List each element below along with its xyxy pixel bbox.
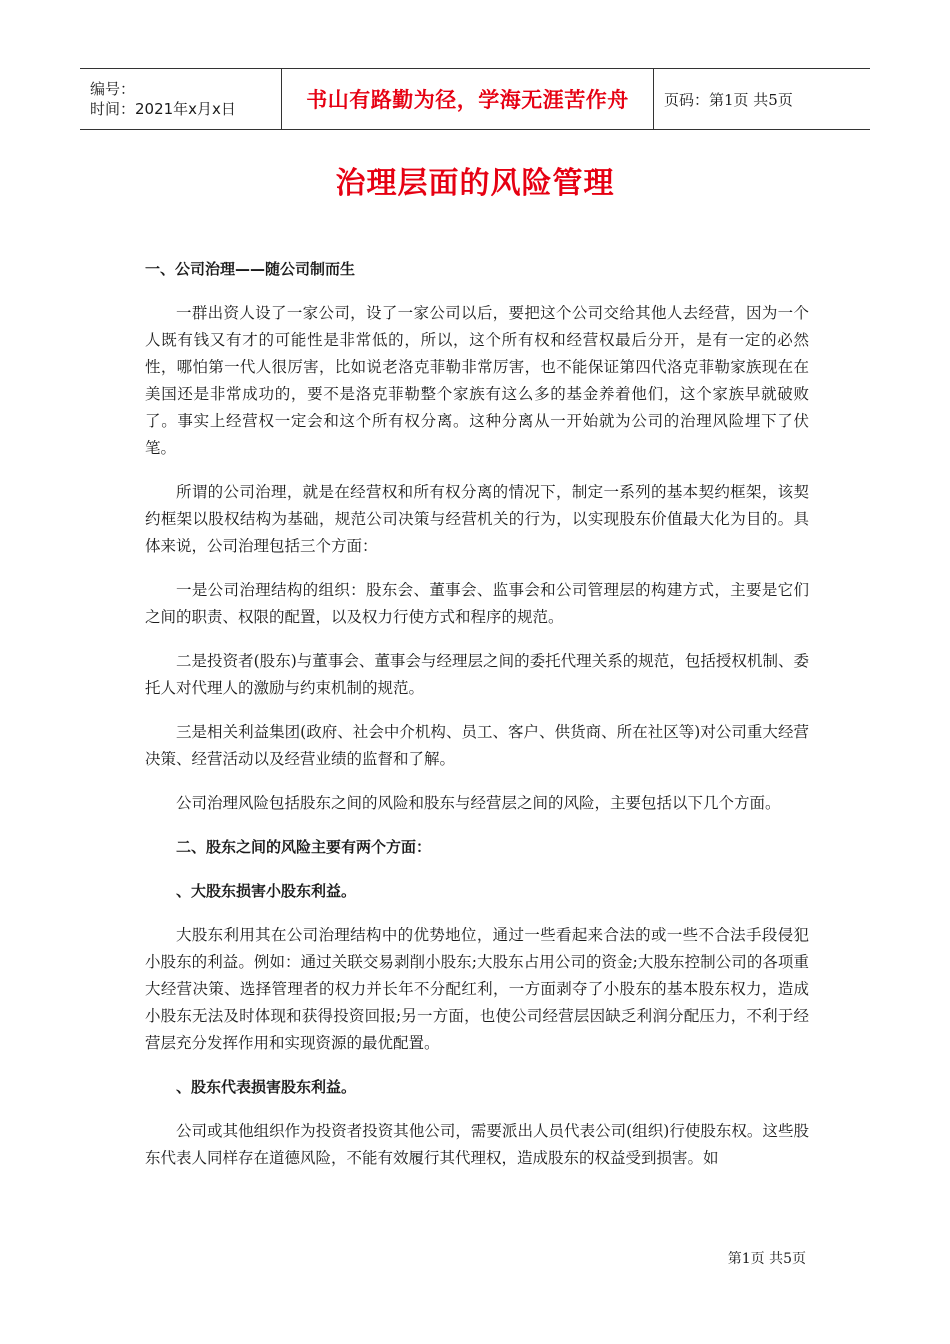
header-motto-cell xyxy=(282,69,654,129)
document-time-label: 时间：2021年x月x日 xyxy=(90,100,236,118)
document-body xyxy=(145,256,809,1172)
section-heading: 一、公司治理——随公司制而生 xyxy=(145,260,356,278)
paragraph: 二是投资者(股东)与董事会、董事会与经理层之间的委托代理关系的规范，包括授权机制、委托人对代理人的激励与约束机制的规范。 xyxy=(145,652,809,697)
header-page-number: 页码：第1页 共5页 xyxy=(664,90,793,109)
document-header xyxy=(80,68,870,130)
paragraph: 一群出资人设了一家公司，设了一家公司以后，要把这个公司交给其他人去经营，因为一个人既有钱又有才的可能性是非常低的，所以，这个所有权和经营权最后分开，是有一定的必然性，哪怕第一代人很厉害，比如说老洛克菲勒非常厉害，也不能保证第四代洛克菲勒家族现在在美国还是非常成功的，要不是洛克菲勒整个家族有这么多的基金养着他们，这个家族早就破败了。事实上经营权一定会和这个所有权分离。这种分离从一开始就为公司的治理风险埋下了伏笔。 xyxy=(145,304,809,457)
paragraph: 所谓的公司治理，就是在经营权和所有权分离的情况下，制定一系列的基本契约框架，该契约框架以股权结构为基础，规范公司决策与经营机关的行为，以实现股东价值最大化为目的。具体来说，公司治理包括三个方面： xyxy=(145,483,809,555)
paragraph: 公司或其他组织作为投资者投资其他公司，需要派出人员代表公司(组织)行使股东权。这些股东代表人同样存在道德风险，不能有效履行其代理权，造成股东的权益受到损害。如 xyxy=(145,1122,809,1167)
page-footer: 第1页 共5页 xyxy=(727,1251,806,1267)
header-page-cell xyxy=(654,69,870,129)
subsection-heading: 、股东代表损害股东利益。 xyxy=(176,1078,357,1096)
section-heading: 二、股东之间的风险主要有两个方面： xyxy=(176,838,432,856)
header-meta xyxy=(80,69,282,129)
header-motto: 书山有路勤为径，学海无涯苦作舟 xyxy=(306,88,629,112)
paragraph: 公司治理风险包括股东之间的风险和股东与经营层之间的风险，主要包括以下几个方面。 xyxy=(176,794,781,812)
paragraph: 一是公司治理结构的组织：股东会、董事会、监事会和公司管理层的构建方式，主要是它们之间的职责、权限的配置，以及权力行使方式和程序的规范。 xyxy=(145,581,809,626)
subsection-heading: 、大股东损害小股东利益。 xyxy=(176,882,357,900)
paragraph: 大股东利用其在公司治理结构中的优势地位，通过一些看起来合法的或一些不合法手段侵犯小股东的利益。例如：通过关联交易剥削小股东;大股东占用公司的资金;大股东控制公司的各项重大经营决策、选择管理者的权力并长年不分配红利，一方面剥夺了小股东的基本股东权力，造成小股东无法及时体现和获得投资回报;另一方面，也使公司经营层因缺乏利润分配压力，不利于经营层充分发挥作用和实现资源的最优配置。 xyxy=(145,926,809,1052)
document-number-label: 编号： xyxy=(90,80,136,98)
page-title: 治理层面的风险管理 xyxy=(335,166,615,201)
paragraph: 三是相关利益集团(政府、社会中介机构、员工、客户、供货商、所在社区等)对公司重大经营决策、经营活动以及经营业绩的监督和了解。 xyxy=(145,723,809,768)
